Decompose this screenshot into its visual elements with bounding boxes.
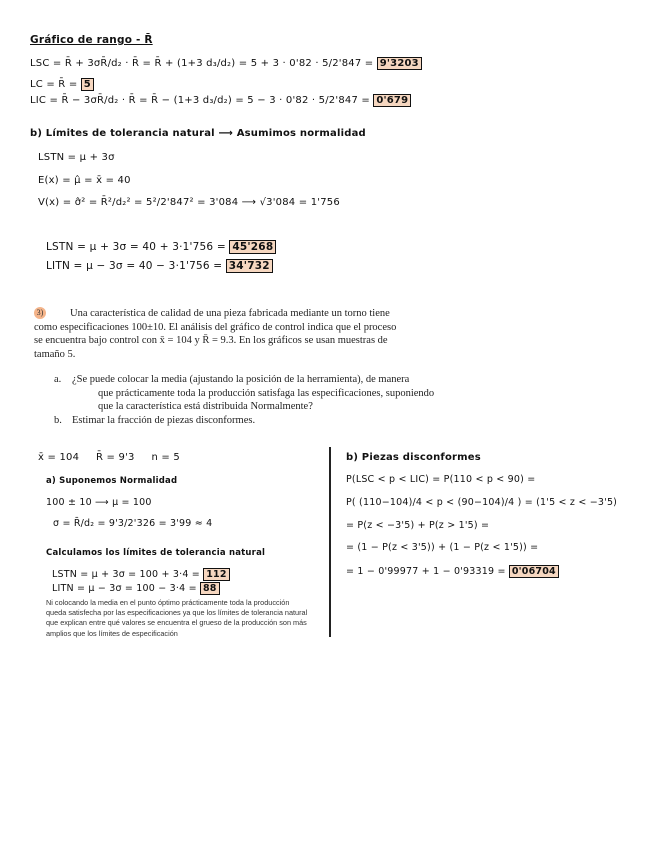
sigma-line: σ = R̄/d₂ = 9'3/2'326 = 3'99 ≈ 4 <box>53 518 213 529</box>
range-chart-title: Gráfico de rango - R̄ <box>30 34 153 46</box>
conclusion-note: Ni colocando la media en el punto óptimo prácticamente toda la producción queda satisfecha por las especificaciones ya que los límites de tolerancia natural que explican entre qué valores se encuentra el grueso de la producción son más amplios que los límites de especificación <box>46 598 308 638</box>
nonconforming-result: 0'06704 <box>509 565 559 578</box>
item-a-text <box>72 373 467 414</box>
limits-heading: Calculamos los límites de tolerancia natural <box>46 548 266 558</box>
left-litn-text: LITN = μ − 3σ = 100 − 3·4 = <box>52 583 197 594</box>
item-b-text: Estimar la fracción de piezas disconformes. <box>72 415 256 426</box>
lstn-definition: LSTN = μ + 3σ <box>38 152 115 163</box>
variance-line: V(x) = σ̂² = R̄²/d₂² = 5²/2'847² = 3'084 ⟶ √3'084 = 1'756 <box>38 197 340 208</box>
problem-text <box>34 307 464 361</box>
lsc-result: 9'3203 <box>377 57 422 70</box>
item-b-label: b. <box>54 415 62 426</box>
item-a-label: a. <box>54 374 62 385</box>
item-a-line-1: ¿Se puede colocar la media (ajustando la posición de la herramienta), de manera <box>72 374 410 385</box>
problem-line-1: Una característica de calidad de una pieza fabricada mediante un torno tiene <box>70 308 390 319</box>
lic-result: 0'679 <box>373 94 411 107</box>
prob-line-5-text: = 1 − 0'99977 + 1 − 0'93319 = <box>346 566 506 577</box>
lsc-formula <box>30 58 422 69</box>
problem-line-2: como especificaciones 100±10. El análisis del gráfico de control indica que el proceso <box>34 321 397 333</box>
prob-line-2: P( (110−104)/4 < p < (90−104)/4 ) = (1'5 < z < −3'5) <box>346 497 618 508</box>
lstn-result: 45'268 <box>229 240 276 254</box>
nonconforming-heading: b) Piezas disconformes <box>346 452 481 463</box>
litn-calc-text: LITN = μ − 3σ = 40 − 3·1'756 = <box>46 260 223 272</box>
left-lstn-result: 112 <box>203 568 229 581</box>
left-litn <box>52 583 220 594</box>
problem-line-4: tamaño 5. <box>34 348 76 360</box>
lc-formula-text: LC = R̄ = <box>30 79 78 90</box>
prob-line-4: = (1 − P(z < 3'5)) + (1 − P(z < 1'5)) = <box>346 542 539 553</box>
givens-line: x̄ = 104 R̄ = 9'3 n = 5 <box>38 452 180 463</box>
spec-line: 100 ± 10 ⟶ μ = 100 <box>46 497 152 508</box>
natural-tolerance-heading: b) Límites de tolerancia natural ⟶ Asumimos normalidad <box>30 128 366 139</box>
item-a-line-3: que la característica está distribuida Normalmente? <box>98 401 313 412</box>
lc-result: 5 <box>81 78 94 91</box>
problem-line-3: se encuentra bajo control con x̄ = 104 y R̄ = 9.3. En los gráficos se usan muestras de <box>34 335 388 346</box>
column-divider <box>329 447 331 637</box>
lc-formula <box>30 79 94 90</box>
prob-line-5 <box>346 566 559 577</box>
lstn-calc <box>46 241 276 253</box>
left-litn-result: 88 <box>200 582 220 595</box>
prob-line-1: P(LSC < p < LIC) = P(110 < p < 90) = <box>346 474 536 485</box>
lic-formula-text: LIC = R̄ − 3σR̄/d₂ · R̄ = R̄ − (1+3 d₃/d₂) = 5 − 3 · 0'82 · 5/2'847 = <box>30 95 370 106</box>
prob-line-3: = P(z < −3'5) + P(z > 1'5) = <box>346 520 490 531</box>
lic-formula <box>30 95 411 106</box>
item-a-line-2: que prácticamente toda la producción satisfaga las especificaciones, suponiendo <box>98 387 435 399</box>
normality-heading: a) Suponemos Normalidad <box>46 476 178 486</box>
expectation-line: E(x) = μ̂ = x̄ = 40 <box>38 175 131 186</box>
litn-result: 34'732 <box>226 259 273 273</box>
left-lstn <box>52 569 230 580</box>
litn-calc <box>46 260 273 272</box>
lstn-calc-text: LSTN = μ + 3σ = 40 + 3·1'756 = <box>46 241 226 253</box>
problem-number-badge: 3) <box>34 307 46 319</box>
lsc-formula-text: LSC = R̄ + 3σR̄/d₂ · R̄ = R̄ + (1+3 d₃/d₂) = 5 + 3 · 0'82 · 5/2'847 = <box>30 58 374 69</box>
left-lstn-text: LSTN = μ + 3σ = 100 + 3·4 = <box>52 569 200 580</box>
